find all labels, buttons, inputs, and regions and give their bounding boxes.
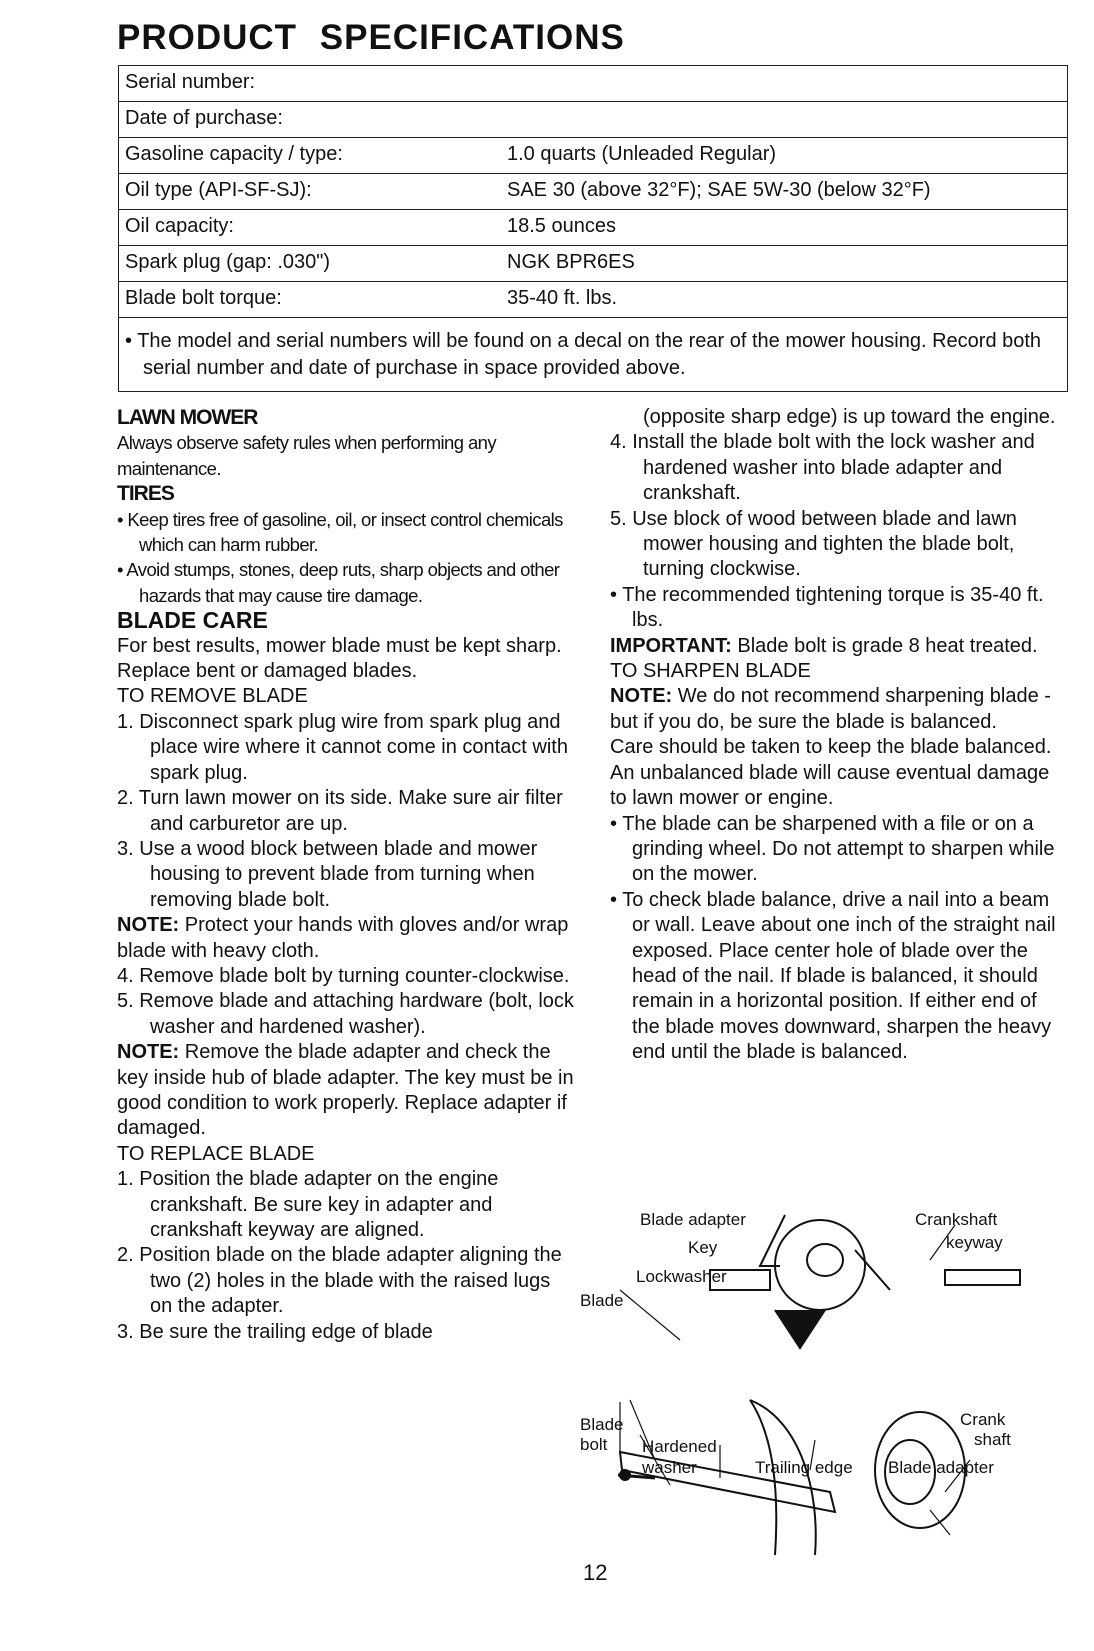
spec-value: 1.0 quarts (Unleaded Regular): [507, 143, 777, 165]
bullet-item: • The recommended tightening torque is 35-40 ft. lbs.: [610, 583, 1044, 632]
spec-value: NGK BPR6ES: [507, 251, 635, 273]
subheading-remove-blade: TO REMOVE BLADE: [117, 685, 308, 708]
step-item: 3. Use a wood block between blade and mower housing to prevent blade from turning when removing blade bolt.: [117, 837, 538, 911]
spec-value: 35-40 ft. lbs.: [507, 287, 618, 309]
step-item: 4. Install the blade bolt with the lock washer and hardened washer into blade adapter and crankshaft.: [610, 431, 1035, 505]
housing-curve: [750, 1400, 816, 1555]
paragraph: For best results, mower blade must be kept sharp. Replace bent or damaged blades.: [117, 634, 562, 683]
note-text: We do not recommend sharpening blade - but if you do, be sure the blade is balanced.: [610, 685, 1051, 733]
spec-label: Date of purchase:: [125, 107, 283, 129]
diagram-artwork: [618, 1215, 1020, 1555]
pointer-wedge: [775, 1310, 825, 1348]
label-crankshaft: Crankshaft: [915, 1210, 998, 1229]
note-label: NOTE:: [117, 1041, 180, 1064]
label-blade-adapter: Blade adapter: [640, 1210, 746, 1229]
label-blade: Blade: [580, 1291, 624, 1310]
left-column: [117, 405, 577, 1345]
paragraph: Always observe safety rules when performing any maintenance.: [117, 432, 496, 479]
spec-note: • The model and serial numbers will be found on a decal on the rear of the mower housing. Record both serial number and date of purchase in space provided above.: [125, 330, 1042, 379]
spec-label: Blade bolt torque:: [125, 287, 282, 309]
spec-row: [119, 210, 1067, 246]
spec-row: [119, 246, 1067, 282]
label-lockwasher: Lockwasher: [636, 1267, 727, 1286]
spec-value: 18.5 ounces: [507, 215, 616, 237]
label-keyway: keyway: [946, 1233, 1003, 1252]
subheading-replace-blade: TO REPLACE BLADE: [117, 1142, 315, 1165]
label-crank-1: Crank: [960, 1410, 1006, 1429]
paragraph: Care should be taken to keep the blade balanced. An unbalanced blade will cause eventual damage to lawn mower or engine.: [610, 736, 1052, 810]
spec-value: SAE 30 (above 32°F); SAE 5W-30 (below 32°F): [507, 179, 931, 201]
note-label: NOTE:: [610, 685, 673, 708]
leader-blade: [620, 1290, 680, 1340]
spec-row: [119, 282, 1067, 318]
label-hardened-1: Hardened: [642, 1437, 717, 1456]
note-text: Protect your hands with gloves and/or wrap blade with heavy cloth.: [117, 914, 569, 962]
label-trailing-edge: Trailing edge: [755, 1458, 853, 1477]
important-text: Blade bolt is grade 8 heat treated.: [731, 634, 1038, 657]
spec-label: Gasoline capacity / type:: [125, 143, 343, 165]
bullet-item: • Keep tires free of gasoline, oil, or insect control chemicals which can harm rubber.: [117, 508, 563, 556]
step-item: 5. Use block of wood between blade and lawn mower housing and tighten the blade bolt, turning clockwise.: [610, 507, 1017, 581]
section-heading-blade-care: BLADE CARE: [117, 607, 268, 634]
spec-row: [119, 138, 1067, 174]
spec-label: Oil capacity:: [125, 215, 234, 237]
spec-row: [119, 66, 1067, 102]
step-item: 1. Position the blade adapter on the engine crankshaft. Be sure key in adapter and crankshaft keyway are aligned.: [117, 1168, 499, 1241]
spec-label: Serial number:: [125, 71, 256, 93]
spec-label: Spark plug (gap: .030"): [125, 251, 330, 273]
leader-adapter: [930, 1510, 950, 1535]
spec-row: [119, 174, 1067, 210]
note-label: NOTE:: [117, 914, 180, 937]
label-blade-bolt-1: Blade: [580, 1415, 624, 1434]
paragraph: (opposite sharp edge) is up toward the engine.: [643, 406, 1056, 428]
page-title: PRODUCT SPECIFICATIONS: [117, 18, 625, 57]
important-paragraph: [610, 634, 1065, 659]
step-item: 2. Turn lawn mower on its side. Make sure air filter and carburetor are up.: [117, 787, 563, 835]
subheading-sharpen-blade: TO SHARPEN BLADE: [610, 660, 811, 683]
step-item: 5. Remove blade and attaching hardware (bolt, lock washer and hardened washer).: [117, 990, 574, 1038]
key-detail: [807, 1244, 843, 1276]
spec-table: [118, 65, 1068, 392]
step-item: 2. Position blade on the blade adapter aligning the two (2) holes in the blade with the raised lugs on the adapter.: [117, 1244, 562, 1318]
step-item: 1. Disconnect spark plug wire from spark plug and place wire where it cannot come in contact with spark plug.: [117, 710, 568, 784]
detail-circle: [775, 1220, 865, 1310]
section-heading-lawn-mower: LAWN MOWER: [117, 406, 258, 429]
spec-label: Oil type (API-SF-SJ):: [125, 179, 312, 201]
step-item: 4. Remove blade bolt by turning counter-clockwise.: [117, 964, 570, 987]
note-paragraph: [610, 684, 1065, 735]
blade-assembly-diagram: [580, 1210, 1075, 1555]
right-column: [610, 405, 1065, 1066]
step-item: 3. Be sure the trailing edge of blade: [117, 1320, 433, 1343]
label-hardened-2: washer: [642, 1458, 697, 1477]
label-key: Key: [688, 1238, 718, 1257]
label-blade-bolt-2: bolt: [580, 1435, 608, 1454]
important-label: IMPORTANT:: [610, 634, 732, 657]
bolt-head: [620, 1470, 630, 1480]
section-heading-tires: TIRES: [117, 482, 174, 506]
note-paragraph: [117, 913, 577, 964]
label-blade-adapter-bottom: Blade adapter: [888, 1458, 994, 1477]
crankshaft-shape: [945, 1270, 1020, 1285]
bullet-item: • To check blade balance, drive a nail into a beam or wall. Leave about one inch of the straight nail exposed. Place center hole of blade over the head of the nail. If blade is balanced, it should remain in a horizontal position. If either end of the blade moves downward, sharpen the heavy end until the blade is balanced.: [610, 888, 1056, 1064]
note-paragraph: [117, 1040, 577, 1142]
label-crank-2: shaft: [974, 1430, 1011, 1449]
page-number: 12: [583, 1560, 608, 1585]
note-text: Remove the blade adapter and check the key inside hub of blade adapter. The key must be in good condition to work properly. Replace adapter if damaged.: [117, 1041, 574, 1140]
bullet-item: • Avoid stumps, stones, deep ruts, sharp objects and other hazards that may cause tire damage.: [117, 559, 560, 606]
bullet-item: • The blade can be sharpened with a file or on a grinding wheel. Do not attempt to sharpen while on the mower.: [610, 812, 1055, 886]
spec-row: [119, 102, 1067, 138]
